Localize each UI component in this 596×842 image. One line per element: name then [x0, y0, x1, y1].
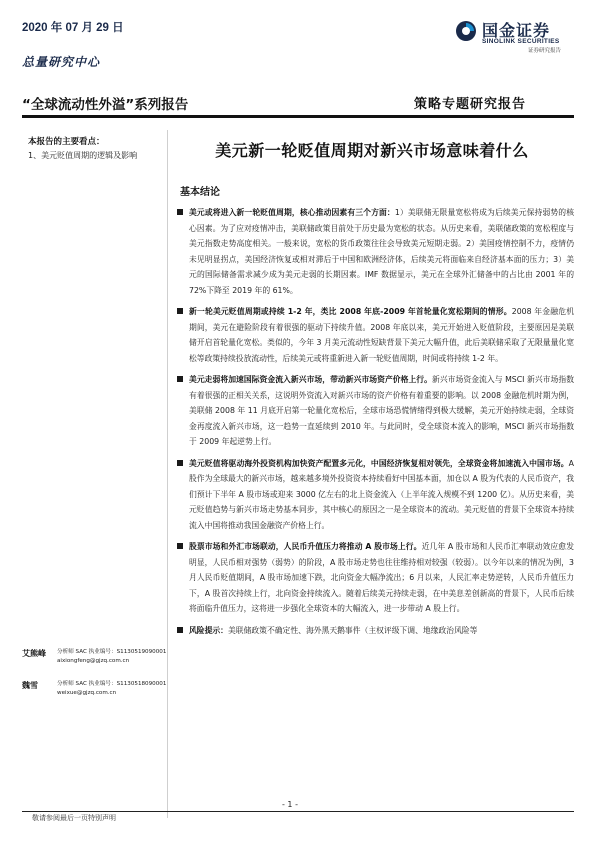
analyst-contact — [57, 648, 166, 666]
report-date: 2020 年 07 月 29 日 — [22, 22, 124, 34]
point-lead: 股票市场和外汇市场联动，人民币升值压力将推动 A 股市场上行。 — [189, 542, 422, 551]
point-lead: 美元或将进入新一轮贬值周期，核心推动因素有三个方面： — [189, 208, 395, 217]
bullet-square-icon — [177, 543, 183, 549]
analyst-name: 魏雪 — [22, 681, 38, 690]
bullet-square-icon — [177, 308, 183, 314]
department-name: 总量研究中心 — [22, 55, 101, 69]
conclusion-point — [177, 372, 574, 450]
analyst-sac-id: 分析师 SAC 执业编号：S1130519090001 — [57, 649, 167, 655]
conclusion-point — [177, 205, 574, 298]
point-lead: 风险提示： — [189, 625, 228, 635]
point-body: 2008 年金融危机期间，美元在避险阶段有着很强的驱动下持续升值。2008 年底以来，美元开始进入贬值阶段，主要原因是美联储开启首轮量化宽松。类似的，今年 3 月美元流动性短缺背景下美元大幅升值，此后美联储采取了无限量量化宽松等政策持续投放流动性，后续美元或将重新进入新一轮贬值周期，时间或将持续 1-2 年。 — [189, 307, 574, 363]
section-heading: 基本结论 — [180, 187, 220, 198]
analyst-sac-id: 分析师 SAC 执业编号：S1130518090001 — [57, 681, 167, 687]
logo-name-en: SINOLINK SECURITIES — [482, 38, 560, 45]
key-topics-title: 本报告的主要看点： — [28, 137, 105, 147]
footer-disclaimer: 敬请参阅最后一页特别声明 — [32, 814, 116, 822]
conclusion-point — [177, 304, 574, 366]
point-lead: 美元贬值将驱动海外投资机构加快资产配置多元化，中国经济恢复相对领先，全球资金将加速流入中国市场。 — [189, 458, 569, 468]
key-topic-item: 1、美元贬值周期的逻辑及影响 — [28, 151, 138, 160]
page-number: - 1 - — [282, 800, 298, 809]
bullet-square-icon — [177, 376, 183, 382]
analyst-email[interactable]: aixiongfeng@gjzq.com.cn — [57, 658, 130, 664]
analyst-contact — [57, 680, 166, 698]
analyst-email[interactable]: weixue@gjzq.com.cn — [57, 690, 117, 696]
point-body: 美联储政策不确定性、海外黑天鹅事件（主权评级下调、地缘政治风险等 — [227, 625, 478, 635]
conclusion-list — [177, 205, 574, 644]
sinolink-logo-icon — [455, 20, 477, 42]
logo-name-cn: 国金证券 — [482, 21, 551, 40]
bullet-square-icon — [177, 460, 183, 466]
point-body: 新兴市场资金流入与 MSCI 新兴市场指数有着很强的正相关关系，这说明外资流入对新兴市场的资产价格有着重要的影响。以 2008 金融危机时期为例，美联储 2008 年 11 月底开启第一轮量化宽松后，全球市场恐慌情绪得到极大缓解，美元开始持续走弱，全球资金再度流入新兴市场，这一趋势一直延续到 2010 年。与此同时，受全球资本流入的影响，MSCI 新兴市场指数于 2009 年起逆势上行。 — [189, 375, 574, 446]
conclusion-point — [177, 456, 574, 534]
report-type: 策略专题研究报告 — [414, 97, 527, 112]
report-title: 美元新一轮贬值周期对新兴市场意味着什么 — [215, 141, 529, 160]
point-lead: 新一轮美元贬值周期或持续 1-2 年，类比 2008 年底-2009 年首轮量化宽松期间的情形。 — [189, 307, 512, 316]
conclusion-point — [177, 539, 574, 617]
series-title: “全球流动性外溢”系列报告 — [22, 97, 189, 113]
bullet-square-icon — [177, 627, 183, 633]
point-body: 1）美联储无限量宽松将成为后续美元保持弱势的核心因素。为了应对疫情冲击，美联储政策目前处于历史最为宽松的状态。从历史来看，美联储政策的宽松程度与美元指数走势高度相关。一般来说，宽松的货币政策往往会导致美元短期走弱。2）美国疫情控制不力，疫情仍未见明显拐点，美国经济恢复或相对滞后于中国和欧洲经济体，后续美元将面临来自经济基本面的压力；3）美元的国际储备需求减少成为美元走弱的长期因素。IMF 数据显示，美元在全球外汇储备中的占比由 2001 年的 72%下降至 2019 年的 61%。 — [189, 208, 574, 295]
point-body: 近几年 A 股市场和人民币汇率联动效应愈发明显，人民币相对强势（弱势）的阶段，A 股市场走势也往往维持相对较强（较弱）。以今年以来的情况为例，3 月人民币贬值期间，A 股市场加速下跌，北向资金大幅净流出；6 月以来，人民汇率走势逆转，人民币升值压力下，A 股首次持续上行，北向资金持续流入。随着后续美元持续走弱，在中美息差创新高的背景下，人民币后续将面临升值压力，这将进一步强化全球资本的大幅流入，进一步带动 A 股上行。 — [189, 542, 574, 613]
point-body: A 股作为全球最大的新兴市场，越来越多境外投资资本持续看好中国基本面，加仓以 A 股为代表的人民币资产，我们预计下半年 A 股市场或迎来 3000 亿左右的北上资金流入（上半年流入规模不到 1200 亿）。从历史来看，美元贬值趋势与新兴市场走势基本同步，其中核心的原因之一是全球资本的流动。美元贬值的背景下全球资本持续流入中国将推动我国金融资产价格上行。 — [189, 458, 574, 530]
analyst-name: 艾熊峰 — [22, 649, 46, 658]
footer-divider — [22, 811, 574, 812]
header-divider — [22, 115, 574, 118]
bullet-square-icon — [177, 209, 183, 215]
column-divider — [167, 130, 168, 818]
risk-warning — [177, 623, 574, 639]
logo-subtitle: 证券研究报告 — [528, 48, 562, 54]
point-lead: 美元走弱将加速国际资金流入新兴市场，带动新兴市场资产价格上行。 — [189, 375, 432, 384]
